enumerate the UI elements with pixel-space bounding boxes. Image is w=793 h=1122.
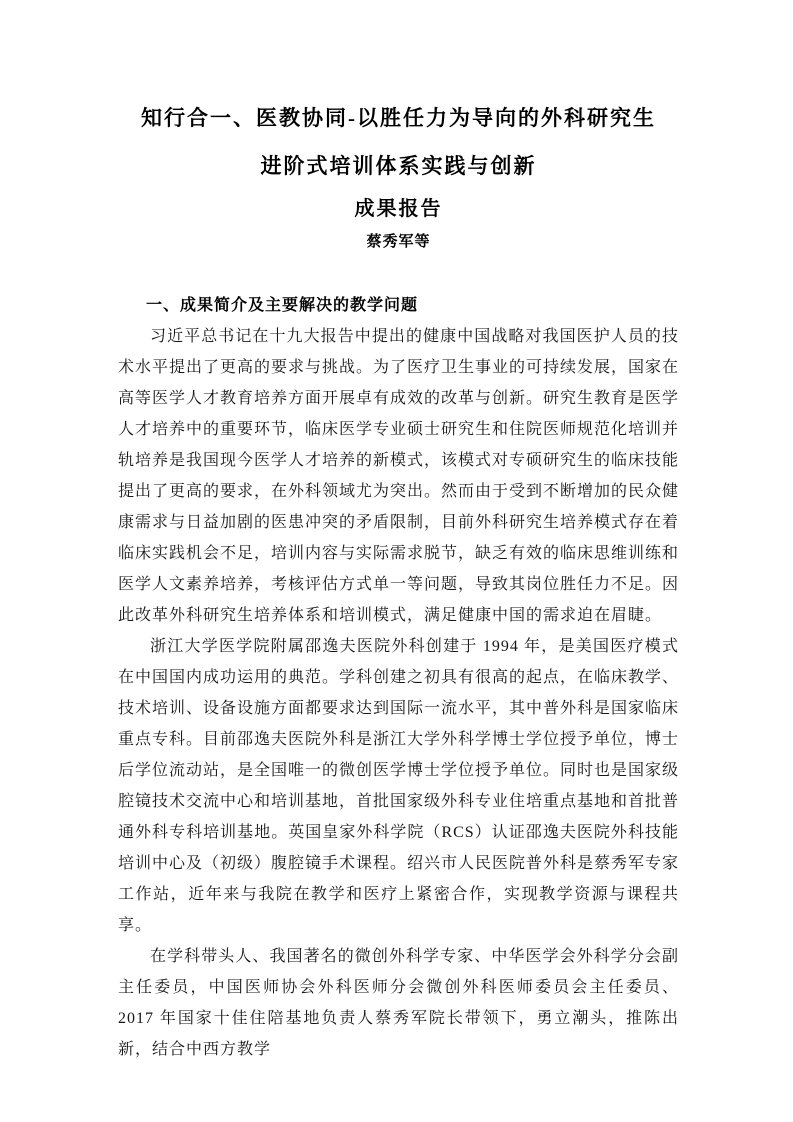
- section-heading: 一、成果简介及主要解决的教学问题: [146, 297, 419, 314]
- paragraph-2: 浙江大学医学院附属邵逸夫医院外科创建于 1994 年，是美国医疗模式在中国国内成功运用的典范。学科创建之初具有很高的起点，在临床教学、技术培训、设备设施方面都要求达到国际一流水平，其中普外科是国家临床重点专科。目前邵逸夫医院外科是浙江大学外科学博士学位授予单位，博士后学位流动站，是全国唯一的微创医学博士学位授予单位。同时也是国家级腔镜技术交流中心和培训基地，首批国家级外科专业住培重点基地和首批普通外科专科培训基地。英国皇家外科学院（RCS）认证邵逸夫医院外科技能培训中心及（初级）腹腔镜手术课程。绍兴市人民医院普外科是蔡秀军专家工作站，近年来与我院在教学和医疗上紧密合作，实现教学资源与课程共享。: [118, 638, 680, 934]
- document-title: [118, 94, 679, 190]
- document-author: 蔡秀军等: [366, 234, 431, 250]
- paragraph-3: 在学科带头人、我国著名的微创外科学专家、中华医学会外科学分会副主任委员，中国医师协会外科医师分会微创外科医师委员会主任委员、2017 年国家十佳住陪基地负责人蔡秀军院长带领下，勇立潮头，推陈出新，结合中西方教学: [118, 948, 679, 1058]
- document-title-line2: 进阶式培训体系实践与创新: [260, 154, 537, 178]
- document-subtitle: 成果报告: [354, 198, 443, 220]
- document-content: [118, 94, 679, 1065]
- document-title-line1: 知行合一、医教协同-以胜任力为导向的外科研究生: [141, 106, 656, 130]
- paragraph-1: 习近平总书记在十九大报告中提出的健康中国战略对我国医护人员的技术水平提出了更高的要求与挑战。为了医疗卫生事业的可持续发展，国家在高等医学人才教育培养方面开展卓有成效的改革与创新。研究生教育是医学人才培养中的重要环节，临床医学专业硕士研究生和住院医师规范化培训并轨培养是我国现今医学人才培养的新模式，该模式对专硕研究生的临床技能提出了更高的要求，在外科领域尤为突出。然而由于受到不断增加的民众健康需求与日益加剧的医患冲突的矛盾限制，目前外科研究生培养模式存在着临床实践机会不足，培训内容与实际需求脱节，缺乏有效的临床思维训练和医学人文素养培养，考核评估方式单一等问题，导致其岗位胜任力不足。因此改革外科研究生培养体系和培训模式，满足健康中国的需求迫在眉睫。: [118, 328, 680, 624]
